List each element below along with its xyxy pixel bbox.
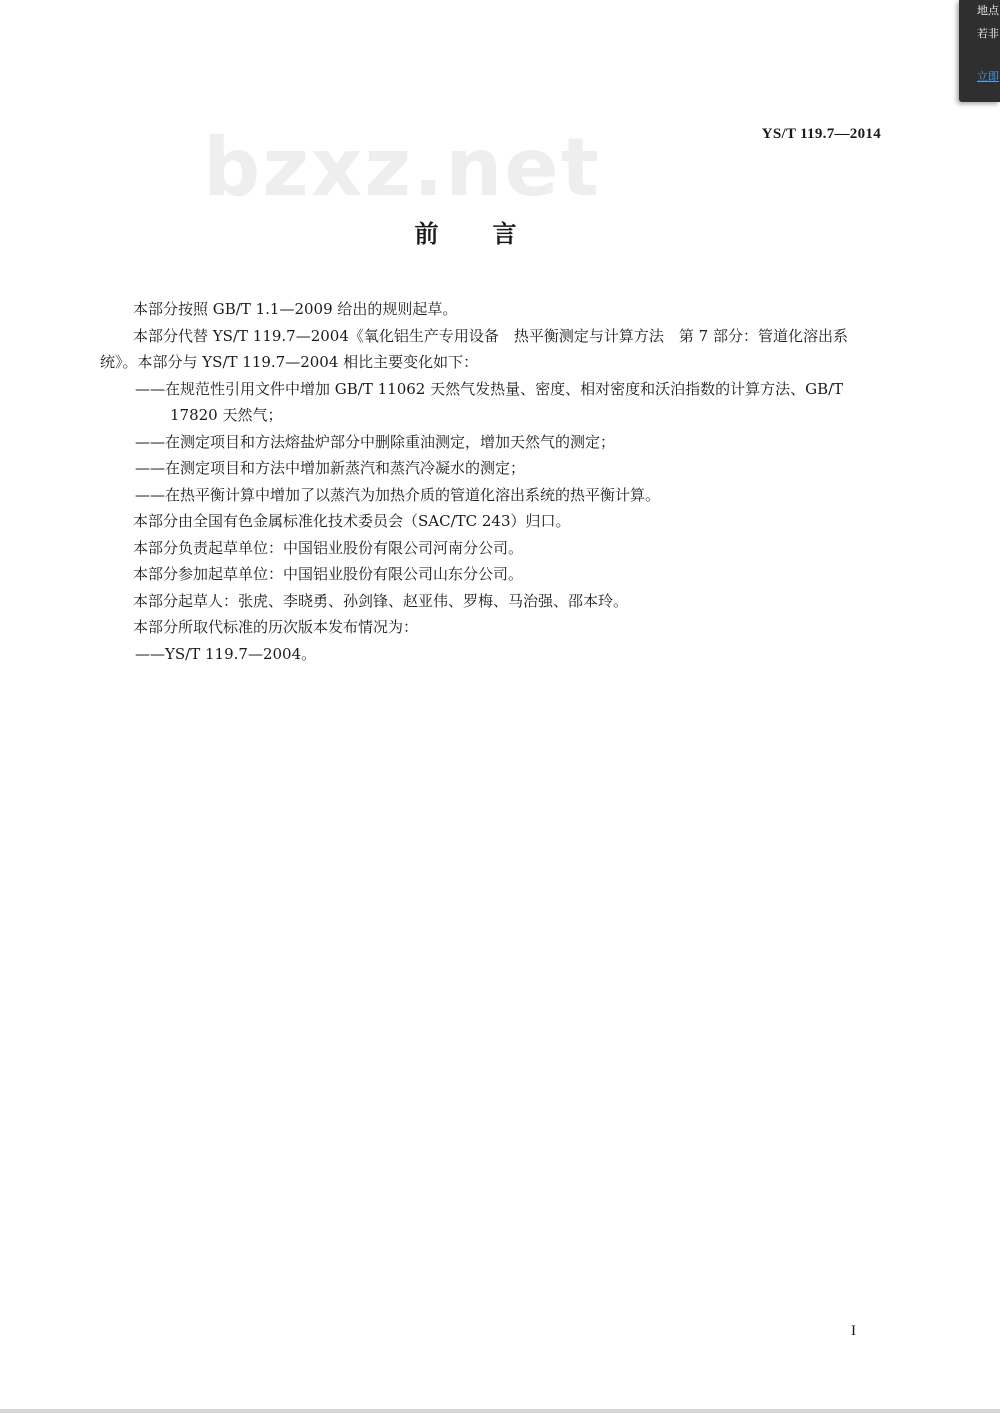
paragraph: 本部分由全国有色金属标准化技术委员会（SAC/TC 243）归口。: [133, 512, 571, 530]
standard-code: YS/T 119.7—2014: [761, 126, 881, 142]
list-item: ——在测定项目和方法熔盐炉部分中删除重油测定，增加天然气的测定；: [135, 432, 616, 451]
page-number: I: [851, 1323, 856, 1339]
paragraph: 本部分起草人：张虎、李晓勇、孙剑锋、赵亚伟、罗梅、马治强、邵本玲。: [133, 591, 629, 610]
popup-text-line: 若非: [977, 27, 999, 40]
paragraph: 本部分负责起草单位：中国铝业股份有限公司河南分公司。: [133, 538, 524, 557]
paragraph: 本部分所取代标准的历次版本发布情况为：: [133, 618, 419, 636]
page-bottom-edge: [0, 1409, 1000, 1413]
paragraph: 本部分代替 YS/T 119.7—2004《氧化铝生产专用设备 热平衡测定与计算方法 第 7 部分：管道化溶出系统》。本部分与 YS/T 119.7—2004 相比主要变化如下：: [100, 326, 848, 371]
popup-text-line: 地点: [977, 4, 999, 17]
paragraph: 本部分参加起草单位：中国铝业股份有限公司山东分公司。: [133, 565, 524, 583]
list-item: ——在规范性引用文件中增加 GB/T 11062 天然气发热量、密度、相对密度和沃泊指数的计算方法、GB/T 17820 天然气；: [135, 379, 844, 424]
notification-popup[interactable]: [959, 0, 1000, 102]
list-item: ——在测定项目和方法中增加新蒸汽和蒸汽冷凝水的测定；: [135, 459, 526, 477]
page-title: 前言: [414, 220, 571, 248]
paragraph: 本部分按照 GB/T 1.1—2009 给出的规则起草。: [133, 300, 458, 318]
watermark: bzxz.net: [203, 121, 601, 214]
list-item: ——在热平衡计算中增加了以蒸汽为加热介质的管道化溶出系统的热平衡计算。: [135, 485, 661, 504]
popup-action-link[interactable]: 立即: [977, 70, 999, 83]
list-item: ——YS/T 119.7—2004。: [135, 644, 317, 663]
preface-body: [100, 296, 882, 667]
